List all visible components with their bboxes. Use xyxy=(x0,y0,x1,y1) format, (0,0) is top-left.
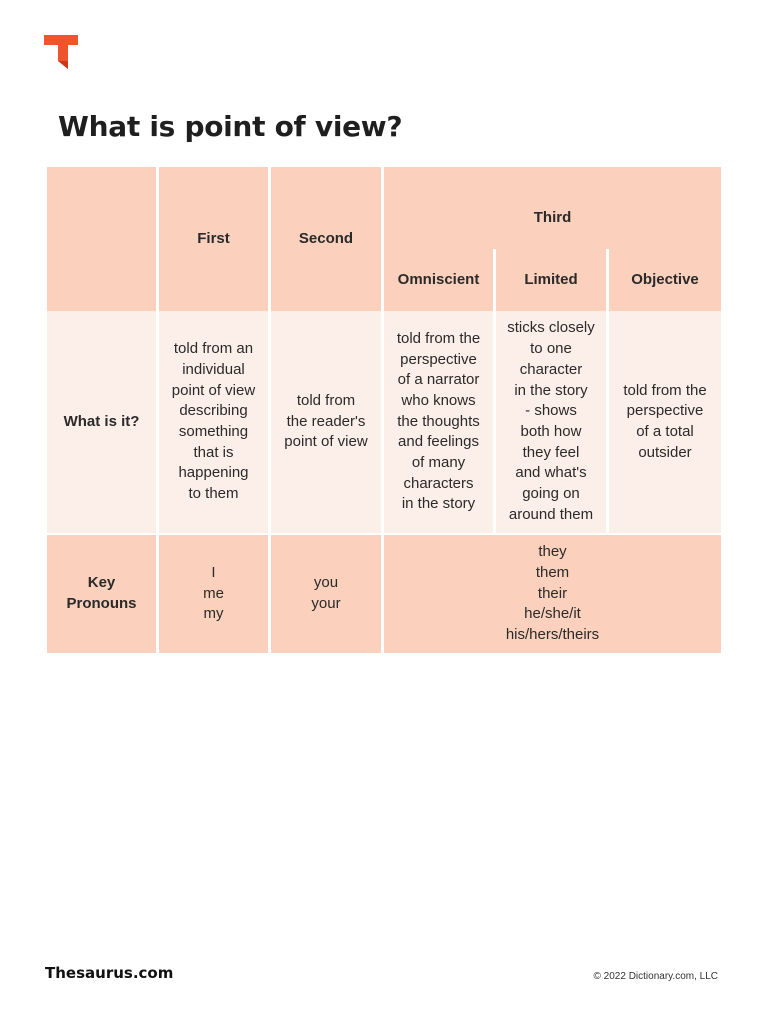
row-label-what-is-it: What is it? xyxy=(47,311,159,535)
footer-site-name: Thesaurus.com xyxy=(45,964,174,982)
cell-first-definition: told from an individual point of view describing something that is happening to them xyxy=(159,311,271,535)
header-first: First xyxy=(159,167,271,311)
header-third: Third xyxy=(384,167,721,249)
thesaurus-t-logo-icon xyxy=(44,33,78,69)
cell-first-pronouns: I me my xyxy=(159,535,271,653)
header-objective: Objective xyxy=(609,249,721,311)
footer-copyright: © 2022 Dictionary.com, LLC xyxy=(593,971,718,982)
cell-omniscient-definition: told from the perspective of a narrator who knows the thoughts and feelings of many characters in the story xyxy=(384,311,496,535)
page-title: What is point of view? xyxy=(58,110,403,143)
cell-second-pronouns: you your xyxy=(271,535,384,653)
header-omniscient: Omniscient xyxy=(384,249,496,311)
point-of-view-table xyxy=(47,167,721,653)
header-limited: Limited xyxy=(496,249,609,311)
cell-second-definition: told from the reader's point of view xyxy=(271,311,384,535)
corner-cell xyxy=(47,167,159,311)
header-second: Second xyxy=(271,167,384,311)
cell-limited-definition: sticks closely to one character in the story - shows both how they feel and what's going on around them xyxy=(496,311,609,535)
cell-third-pronouns: they them their he/she/it his/hers/theirs xyxy=(384,535,721,653)
row-label-key-pronouns: Key Pronouns xyxy=(47,535,159,653)
cell-objective-definition: told from the perspective of a total outsider xyxy=(609,311,721,535)
